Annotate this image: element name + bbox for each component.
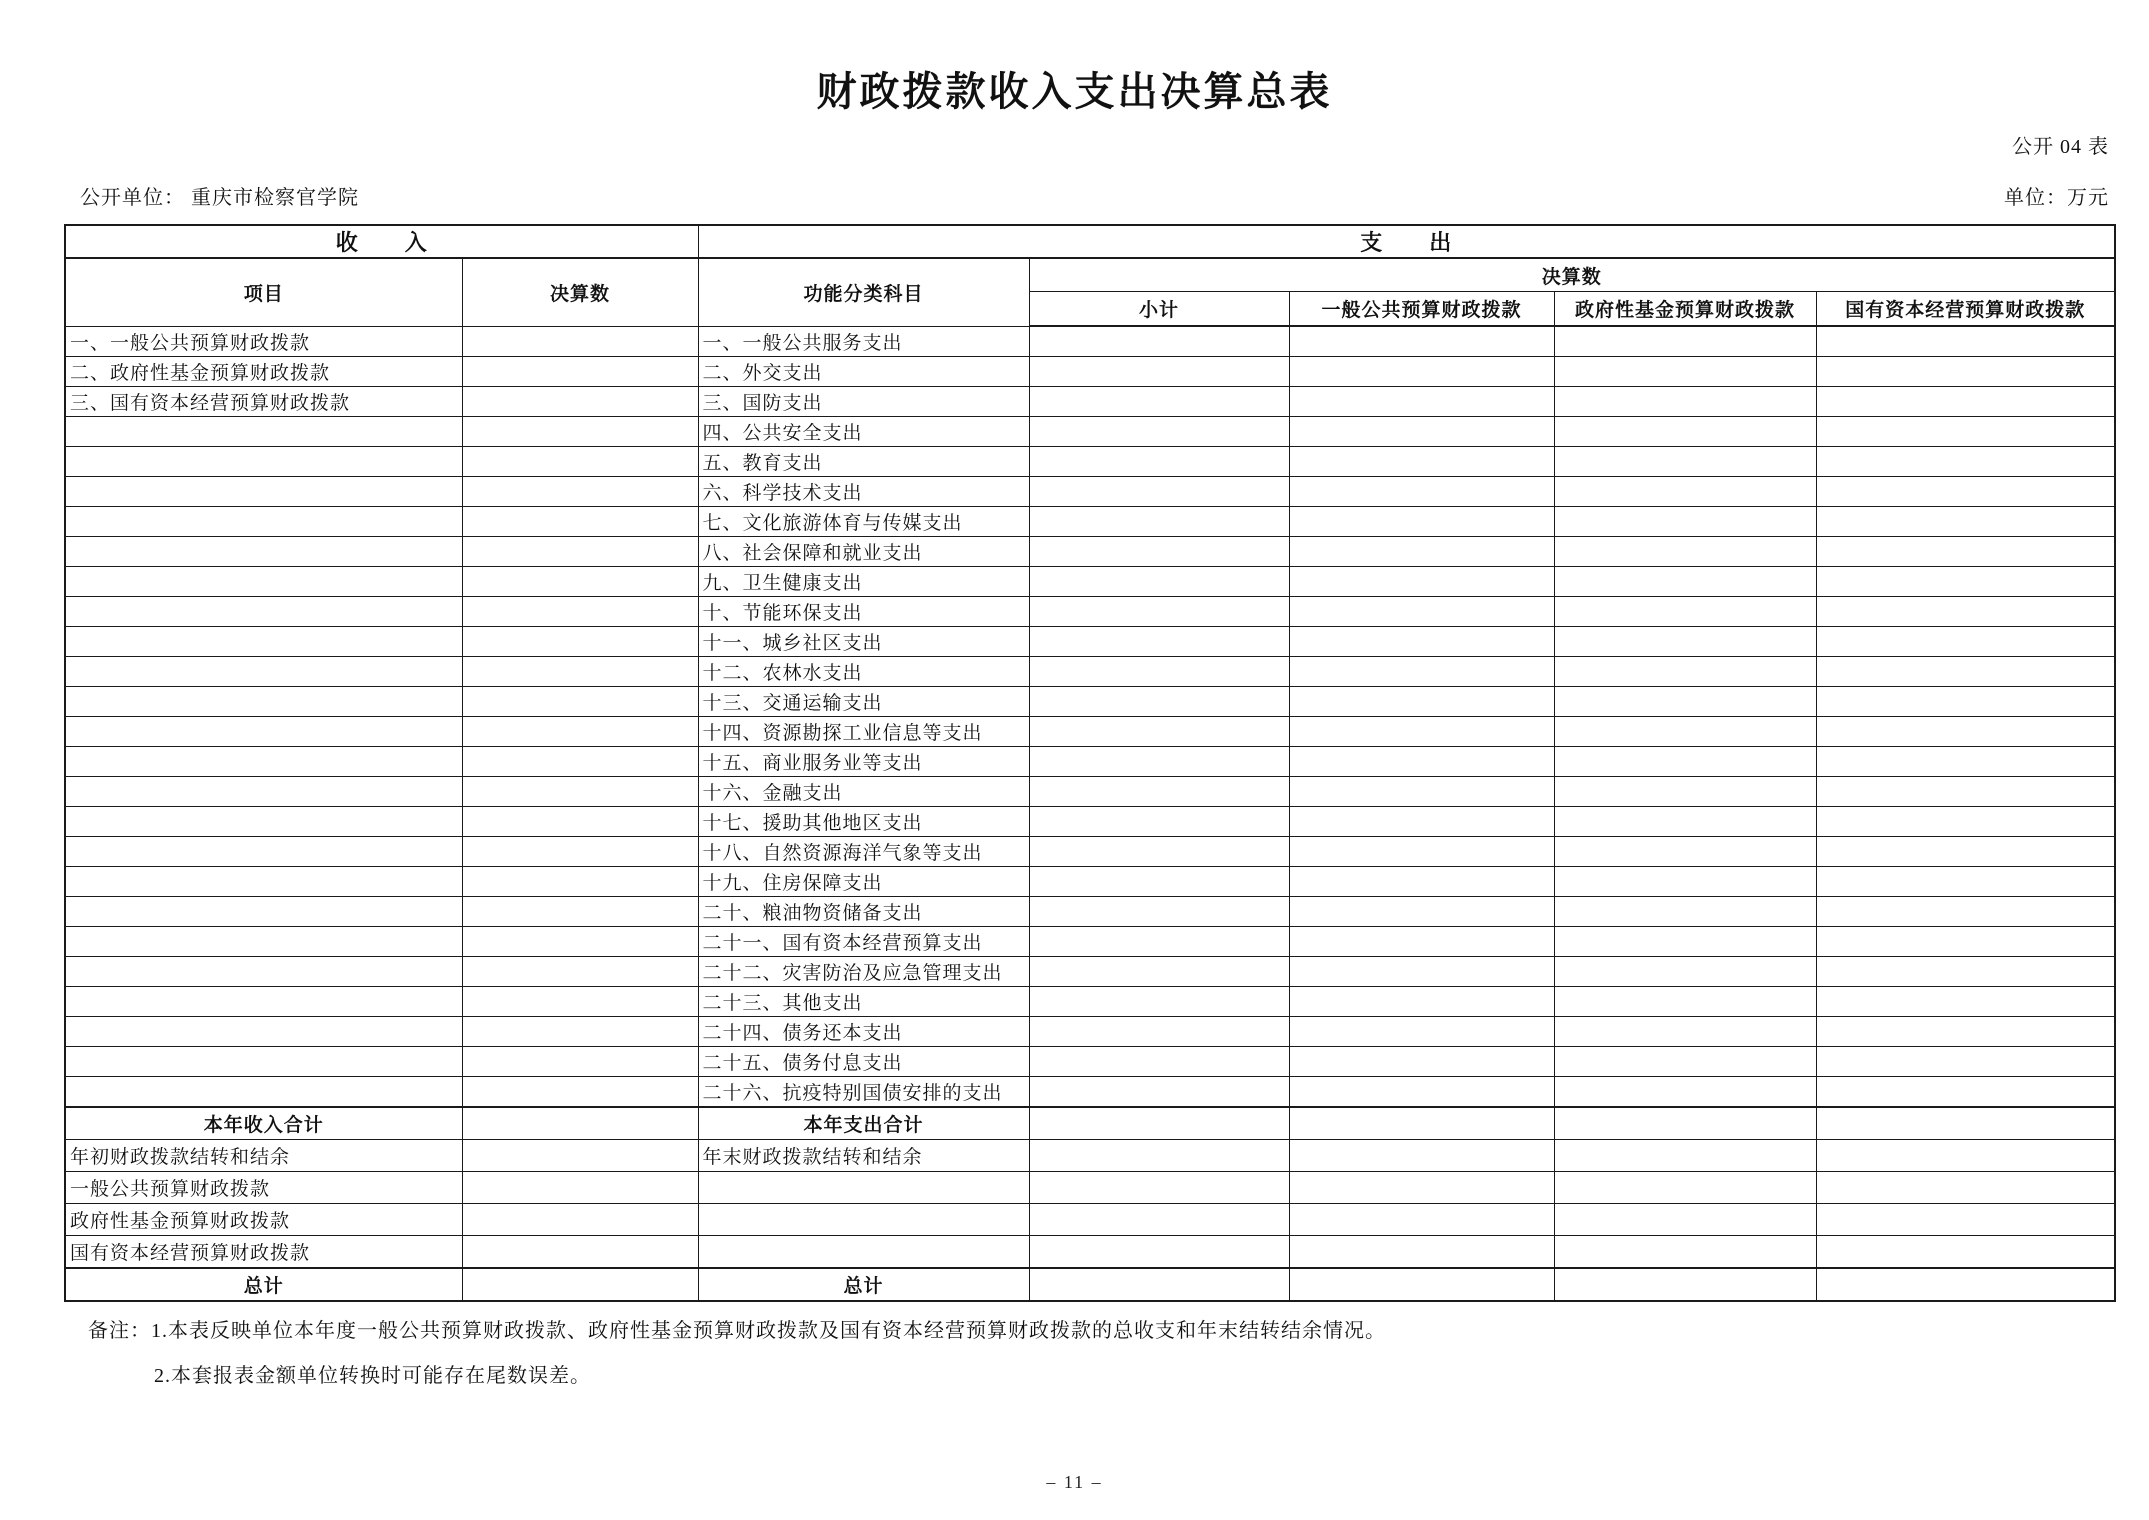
expense-subtotal-cell — [1029, 477, 1289, 507]
expense-subtotal-cell — [1029, 957, 1289, 987]
expense-state-capital-cell — [1816, 1077, 2115, 1108]
table-body-row — [65, 927, 2115, 957]
expense-gov-fund-cell — [1554, 957, 1816, 987]
expense-item-cell: 十、节能环保支出 — [698, 597, 1029, 627]
carryover-end-label: 年末财政拨款结转和结余 — [698, 1140, 1029, 1172]
expense-state-capital-cell — [1816, 777, 2115, 807]
grand-total-expense-label: 总计 — [698, 1268, 1029, 1301]
income-total-label: 本年收入合计 — [65, 1107, 462, 1140]
table-body-row — [65, 957, 2115, 987]
expense-item-cell: 六、科学技术支出 — [698, 477, 1029, 507]
carryover-end-subtotal-cell — [1029, 1140, 1289, 1172]
expense-general-budget-cell — [1289, 417, 1554, 447]
col-header-function: 功能分类科目 — [698, 258, 1029, 326]
col-header-amount-group: 决算数 — [1029, 258, 2115, 292]
income-item-cell — [65, 597, 462, 627]
expense-subtotal-cell — [1029, 447, 1289, 477]
carryover-start-amount-cell — [462, 1140, 698, 1172]
empty-cell — [1029, 1172, 1289, 1204]
publish-unit-name: 重庆市检察官学院 — [191, 187, 359, 209]
expense-general-budget-cell — [1289, 1047, 1554, 1077]
publish-unit — [80, 181, 359, 210]
expense-state-capital-cell — [1816, 387, 2115, 417]
expense-item-cell: 二、外交支出 — [698, 357, 1029, 387]
income-amount-cell — [462, 657, 698, 687]
expense-subtotal-cell — [1029, 657, 1289, 687]
expense-gov-fund-cell — [1554, 717, 1816, 747]
income-amount-cell — [462, 987, 698, 1017]
table-body-row — [65, 1017, 2115, 1047]
expense-general-budget-cell — [1289, 807, 1554, 837]
meta-row — [80, 181, 2109, 210]
expense-subtotal-cell — [1029, 837, 1289, 867]
col-header-item: 项目 — [65, 258, 462, 326]
fiscal-summary-table — [64, 224, 2116, 1302]
expense-gov-fund-cell — [1554, 1047, 1816, 1077]
col-header-state-capital-budget: 国有资本经营预算财政拨款 — [1816, 292, 2115, 327]
expense-gov-fund-cell — [1554, 387, 1816, 417]
expense-gov-fund-cell — [1554, 927, 1816, 957]
expense-item-cell: 十九、住房保障支出 — [698, 867, 1029, 897]
expense-item-cell: 十一、城乡社区支出 — [698, 627, 1029, 657]
income-amount-cell — [462, 447, 698, 477]
income-item-cell — [65, 657, 462, 687]
income-amount-cell — [462, 777, 698, 807]
empty-cell — [1029, 1236, 1289, 1269]
income-item-cell — [65, 477, 462, 507]
income-amount-cell — [462, 507, 698, 537]
income-amount-cell — [462, 717, 698, 747]
table-body-row — [65, 747, 2115, 777]
expense-state-capital-cell — [1816, 687, 2115, 717]
table-body-row — [65, 717, 2115, 747]
table-body-row — [65, 357, 2115, 387]
col-header-general-budget: 一般公共预算财政拨款 — [1289, 292, 1554, 327]
page-title: 财政拨款收入支出决算总表 — [816, 69, 1333, 114]
expense-general-budget-cell — [1289, 597, 1554, 627]
expense-general-budget-cell — [1289, 657, 1554, 687]
expense-state-capital-cell — [1816, 507, 2115, 537]
expense-gov-fund-cell — [1554, 477, 1816, 507]
table-body-row — [65, 507, 2115, 537]
grand-total-general-cell — [1289, 1268, 1554, 1301]
income-item-cell — [65, 1077, 462, 1108]
expense-subtotal-cell — [1029, 326, 1289, 357]
income-amount-cell — [462, 747, 698, 777]
empty-cell — [1289, 1236, 1554, 1269]
expense-state-capital-cell — [1816, 837, 2115, 867]
expense-general-budget-cell — [1289, 747, 1554, 777]
grand-total-row — [65, 1268, 2115, 1301]
income-amount-cell — [462, 357, 698, 387]
expense-gov-fund-cell — [1554, 657, 1816, 687]
grand-total-state-capital-cell — [1816, 1268, 2115, 1301]
form-number-label: 公开 04 表 — [2012, 136, 2109, 158]
income-section-header: 收 入 — [65, 225, 698, 258]
expense-state-capital-cell — [1816, 357, 2115, 387]
income-item-cell — [65, 717, 462, 747]
expense-state-capital-cell — [1816, 1047, 2115, 1077]
empty-cell — [1554, 1204, 1816, 1236]
expense-gov-fund-cell — [1554, 687, 1816, 717]
expense-item-cell: 五、教育支出 — [698, 447, 1029, 477]
expense-state-capital-cell — [1816, 897, 2115, 927]
income-item-cell — [65, 417, 462, 447]
table-body-row — [65, 657, 2115, 687]
expense-subtotal-cell — [1029, 567, 1289, 597]
notes-label: 备注： — [88, 1320, 151, 1342]
expense-general-budget-cell — [1289, 1077, 1554, 1108]
carryover-sub-row — [65, 1172, 2115, 1204]
table-body-row — [65, 1077, 2115, 1108]
expense-general-budget-cell — [1289, 1017, 1554, 1047]
income-item-cell — [65, 507, 462, 537]
table-body-row — [65, 387, 2115, 417]
expense-item-cell: 十四、资源勘探工业信息等支出 — [698, 717, 1029, 747]
expense-general-budget-cell — [1289, 447, 1554, 477]
expense-subtotal-cell — [1029, 927, 1289, 957]
expense-gov-fund-cell — [1554, 807, 1816, 837]
expense-item-cell: 二十三、其他支出 — [698, 987, 1029, 1017]
income-item-cell — [65, 837, 462, 867]
grand-total-income-amount-cell — [462, 1268, 698, 1301]
expense-state-capital-cell — [1816, 927, 2115, 957]
table-body-row — [65, 837, 2115, 867]
empty-cell — [1816, 1172, 2115, 1204]
expense-item-cell: 二十四、债务还本支出 — [698, 1017, 1029, 1047]
income-item-cell — [65, 747, 462, 777]
income-item-cell — [65, 897, 462, 927]
expense-subtotal-cell — [1029, 717, 1289, 747]
expense-general-budget-cell — [1289, 867, 1554, 897]
expense-subtotal-cell — [1029, 1017, 1289, 1047]
income-amount-cell — [462, 387, 698, 417]
expense-item-cell: 七、文化旅游体育与传媒支出 — [698, 507, 1029, 537]
expense-general-budget-cell — [1289, 717, 1554, 747]
expense-general-budget-cell — [1289, 537, 1554, 567]
table-body-row — [65, 777, 2115, 807]
income-item-cell: 三、国有资本经营预算财政拨款 — [65, 387, 462, 417]
income-amount-cell — [462, 957, 698, 987]
expense-state-capital-cell — [1816, 537, 2115, 567]
expense-general-budget-cell — [1289, 357, 1554, 387]
carryover-end-gov-fund-cell — [1554, 1140, 1816, 1172]
table-body-row — [65, 867, 2115, 897]
expense-state-capital-cell — [1816, 627, 2115, 657]
expense-item-cell: 一、一般公共服务支出 — [698, 326, 1029, 357]
income-amount-cell — [462, 897, 698, 927]
expense-state-capital-cell — [1816, 477, 2115, 507]
expense-subtotal-cell — [1029, 687, 1289, 717]
expense-item-cell: 八、社会保障和就业支出 — [698, 537, 1029, 567]
income-amount-cell — [462, 837, 698, 867]
empty-cell — [698, 1172, 1029, 1204]
income-item-cell — [65, 867, 462, 897]
income-amount-cell — [462, 867, 698, 897]
expense-total-general-cell — [1289, 1107, 1554, 1140]
grand-total-subtotal-cell — [1029, 1268, 1289, 1301]
expense-item-cell: 二十六、抗疫特别国债安排的支出 — [698, 1077, 1029, 1108]
expense-state-capital-cell — [1816, 657, 2115, 687]
expense-subtotal-cell — [1029, 387, 1289, 417]
expense-subtotal-cell — [1029, 357, 1289, 387]
column-header-row — [65, 258, 2115, 292]
section-header-row — [65, 225, 2115, 258]
carryover-item-general-label: 一般公共预算财政拨款 — [65, 1172, 462, 1204]
empty-cell — [462, 1204, 698, 1236]
expense-general-budget-cell — [1289, 507, 1554, 537]
table-body-row — [65, 627, 2115, 657]
income-item-cell — [65, 447, 462, 477]
expense-subtotal-cell — [1029, 987, 1289, 1017]
empty-cell — [698, 1236, 1029, 1269]
expense-general-budget-cell — [1289, 687, 1554, 717]
empty-cell — [1289, 1172, 1554, 1204]
empty-cell — [462, 1236, 698, 1269]
expense-total-state-capital-cell — [1816, 1107, 2115, 1140]
carryover-item-state-capital-label: 国有资本经营预算财政拨款 — [65, 1236, 462, 1269]
grand-total-gov-fund-cell — [1554, 1268, 1816, 1301]
expense-state-capital-cell — [1816, 747, 2115, 777]
carryover-end-general-cell — [1289, 1140, 1554, 1172]
expense-subtotal-cell — [1029, 897, 1289, 927]
expense-subtotal-cell — [1029, 417, 1289, 447]
expense-gov-fund-cell — [1554, 747, 1816, 777]
income-amount-cell — [462, 807, 698, 837]
expense-general-budget-cell — [1289, 837, 1554, 867]
income-amount-cell — [462, 627, 698, 657]
income-amount-cell — [462, 927, 698, 957]
col-header-subtotal: 小计 — [1029, 292, 1289, 327]
income-amount-cell — [462, 326, 698, 357]
income-item-cell — [65, 1017, 462, 1047]
empty-cell — [1816, 1204, 2115, 1236]
empty-cell — [1554, 1236, 1816, 1269]
expense-subtotal-cell — [1029, 867, 1289, 897]
expense-subtotal-cell — [1029, 627, 1289, 657]
income-amount-cell — [462, 1017, 698, 1047]
table-body-row — [65, 987, 2115, 1017]
income-amount-cell — [462, 477, 698, 507]
expense-item-cell: 十八、自然资源海洋气象等支出 — [698, 837, 1029, 867]
expense-subtotal-cell — [1029, 507, 1289, 537]
expense-general-budget-cell — [1289, 987, 1554, 1017]
expense-gov-fund-cell — [1554, 567, 1816, 597]
expense-gov-fund-cell — [1554, 627, 1816, 657]
expense-gov-fund-cell — [1554, 597, 1816, 627]
table-body-row — [65, 417, 2115, 447]
income-amount-cell — [462, 687, 698, 717]
expense-item-cell: 十三、交通运输支出 — [698, 687, 1029, 717]
expense-item-cell: 三、国防支出 — [698, 387, 1029, 417]
expense-subtotal-cell — [1029, 807, 1289, 837]
col-header-gov-fund-budget: 政府性基金预算财政拨款 — [1554, 292, 1816, 327]
expense-general-budget-cell — [1289, 777, 1554, 807]
expense-general-budget-cell — [1289, 927, 1554, 957]
expense-subtotal-cell — [1029, 1047, 1289, 1077]
currency-unit-label: 单位：万元 — [2004, 187, 2109, 209]
expense-general-budget-cell — [1289, 897, 1554, 927]
carryover-sub-row — [65, 1204, 2115, 1236]
expense-state-capital-cell — [1816, 597, 2115, 627]
table-body-row — [65, 477, 2115, 507]
expense-item-cell: 二十一、国有资本经营预算支出 — [698, 927, 1029, 957]
table-body-row — [65, 326, 2115, 357]
expense-gov-fund-cell — [1554, 1077, 1816, 1108]
expense-general-budget-cell — [1289, 567, 1554, 597]
empty-cell — [462, 1172, 698, 1204]
empty-cell — [1289, 1204, 1554, 1236]
notes-block — [88, 1314, 2149, 1388]
income-amount-cell — [462, 417, 698, 447]
expense-total-label: 本年支出合计 — [698, 1107, 1029, 1140]
income-total-amount-cell — [462, 1107, 698, 1140]
expense-general-budget-cell — [1289, 627, 1554, 657]
expense-item-cell: 十五、商业服务业等支出 — [698, 747, 1029, 777]
expense-state-capital-cell — [1816, 447, 2115, 477]
empty-cell — [1816, 1236, 2115, 1269]
expense-subtotal-cell — [1029, 1077, 1289, 1108]
expense-item-cell: 四、公共安全支出 — [698, 417, 1029, 447]
note-1-text: 1.本表反映单位本年度一般公共预算财政拨款、政府性基金预算财政拨款及国有资本经营预算财政拨款的总收支和年末结转结余情况。 — [151, 1320, 1386, 1342]
income-item-cell — [65, 687, 462, 717]
grand-total-income-label: 总计 — [65, 1268, 462, 1301]
table-body-row — [65, 687, 2115, 717]
income-item-cell — [65, 537, 462, 567]
expense-item-cell: 二十二、灾害防治及应急管理支出 — [698, 957, 1029, 987]
expense-state-capital-cell — [1816, 807, 2115, 837]
expense-state-capital-cell — [1816, 987, 2115, 1017]
expense-gov-fund-cell — [1554, 867, 1816, 897]
expense-subtotal-cell — [1029, 537, 1289, 567]
table-body-row — [65, 567, 2115, 597]
note-line-2: 2.本套报表金额单位转换时可能存在尾数误差。 — [154, 1365, 591, 1387]
publish-unit-label: 公开单位： — [80, 187, 185, 209]
income-item-cell — [65, 1047, 462, 1077]
expense-subtotal-cell — [1029, 777, 1289, 807]
income-item-cell — [65, 927, 462, 957]
expense-gov-fund-cell — [1554, 1017, 1816, 1047]
expense-item-cell: 九、卫生健康支出 — [698, 567, 1029, 597]
income-item-cell — [65, 567, 462, 597]
expense-gov-fund-cell — [1554, 537, 1816, 567]
empty-cell — [1554, 1172, 1816, 1204]
expense-gov-fund-cell — [1554, 326, 1816, 357]
table-body-row — [65, 1047, 2115, 1077]
expense-section-header: 支 出 — [698, 225, 2115, 258]
carryover-row — [65, 1140, 2115, 1172]
income-item-cell — [65, 807, 462, 837]
expense-state-capital-cell — [1816, 1017, 2115, 1047]
expense-gov-fund-cell — [1554, 507, 1816, 537]
expense-gov-fund-cell — [1554, 447, 1816, 477]
income-amount-cell — [462, 567, 698, 597]
table-body-row — [65, 597, 2115, 627]
income-amount-cell — [462, 1077, 698, 1108]
expense-item-cell: 二十、粮油物资储备支出 — [698, 897, 1029, 927]
empty-cell — [1029, 1204, 1289, 1236]
expense-item-cell: 十二、农林水支出 — [698, 657, 1029, 687]
expense-state-capital-cell — [1816, 957, 2115, 987]
col-header-amount: 决算数 — [462, 258, 698, 326]
expense-subtotal-cell — [1029, 597, 1289, 627]
income-amount-cell — [462, 597, 698, 627]
expense-state-capital-cell — [1816, 326, 2115, 357]
expense-gov-fund-cell — [1554, 777, 1816, 807]
income-item-cell — [65, 777, 462, 807]
expense-gov-fund-cell — [1554, 357, 1816, 387]
carryover-item-gov-fund-label: 政府性基金预算财政拨款 — [65, 1204, 462, 1236]
expense-general-budget-cell — [1289, 326, 1554, 357]
note-line-1 — [88, 1314, 2149, 1343]
expense-general-budget-cell — [1289, 957, 1554, 987]
table-body-row — [65, 807, 2115, 837]
income-item-cell — [65, 627, 462, 657]
annual-total-row — [65, 1107, 2115, 1140]
income-item-cell — [65, 957, 462, 987]
carryover-sub-row — [65, 1236, 2115, 1269]
expense-item-cell: 十六、金融支出 — [698, 777, 1029, 807]
carryover-end-state-capital-cell — [1816, 1140, 2115, 1172]
expense-general-budget-cell — [1289, 477, 1554, 507]
income-amount-cell — [462, 537, 698, 567]
empty-cell — [698, 1204, 1029, 1236]
expense-state-capital-cell — [1816, 717, 2115, 747]
table-body-row — [65, 447, 2115, 477]
expense-item-cell: 十七、援助其他地区支出 — [698, 807, 1029, 837]
expense-total-subtotal-cell — [1029, 1107, 1289, 1140]
expense-state-capital-cell — [1816, 867, 2115, 897]
expense-general-budget-cell — [1289, 387, 1554, 417]
table-body-row — [65, 537, 2115, 567]
income-item-cell: 一、一般公共预算财政拨款 — [65, 326, 462, 357]
expense-gov-fund-cell — [1554, 417, 1816, 447]
table-body-row — [65, 897, 2115, 927]
expense-gov-fund-cell — [1554, 987, 1816, 1017]
expense-item-cell: 二十五、债务付息支出 — [698, 1047, 1029, 1077]
page-number: – 11 – — [1046, 1472, 1103, 1492]
expense-subtotal-cell — [1029, 747, 1289, 777]
expense-total-gov-fund-cell — [1554, 1107, 1816, 1140]
expense-gov-fund-cell — [1554, 897, 1816, 927]
income-amount-cell — [462, 1047, 698, 1077]
expense-state-capital-cell — [1816, 417, 2115, 447]
income-item-cell — [65, 987, 462, 1017]
income-item-cell: 二、政府性基金预算财政拨款 — [65, 357, 462, 387]
expense-gov-fund-cell — [1554, 837, 1816, 867]
expense-state-capital-cell — [1816, 567, 2115, 597]
carryover-start-label: 年初财政拨款结转和结余 — [65, 1140, 462, 1172]
